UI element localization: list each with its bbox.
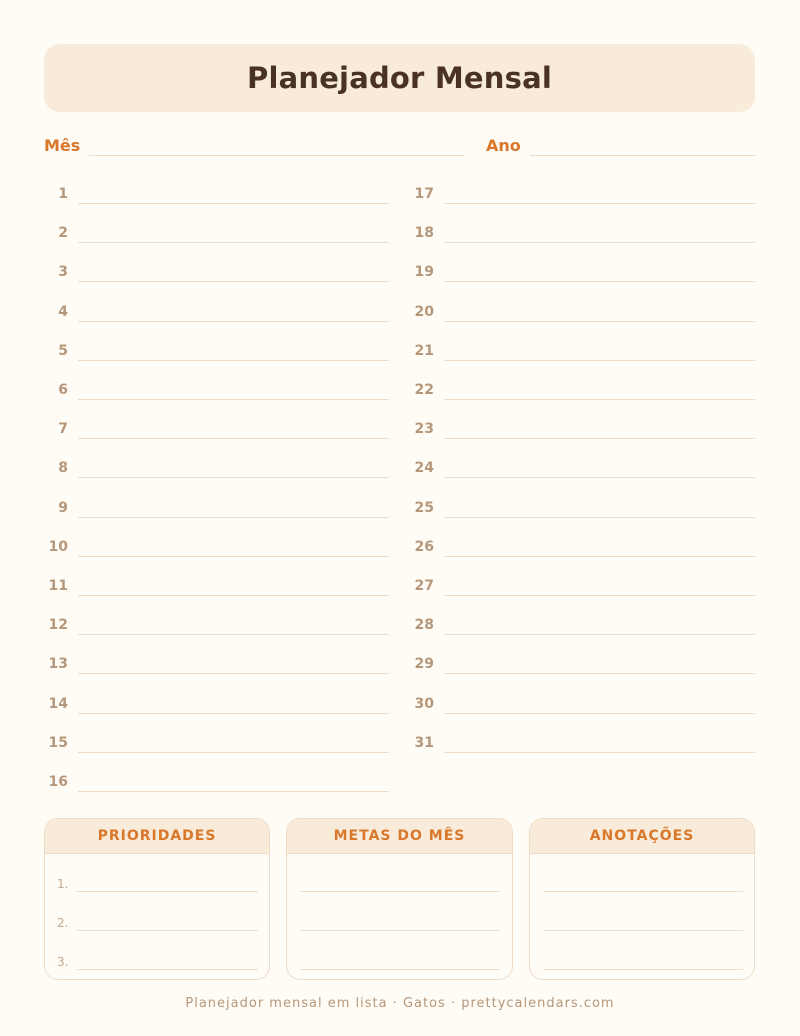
day-number: 14 <box>48 695 68 712</box>
day-row <box>410 460 755 480</box>
day-number: 8 <box>58 460 68 477</box>
day-row <box>44 735 389 755</box>
day-row <box>44 578 389 598</box>
priority-number-3: 3. <box>57 955 69 969</box>
day-row <box>410 617 755 637</box>
page-title: Planejador Mensal <box>246 61 552 95</box>
day-entry-line[interactable] <box>444 556 755 557</box>
day-number: 31 <box>414 734 434 751</box>
priority-line-2[interactable] <box>77 930 258 931</box>
title-banner <box>44 44 755 112</box>
priority-number-1: 1. <box>57 877 69 891</box>
goal-line-3[interactable] <box>300 969 500 970</box>
day-number: 22 <box>414 382 434 398</box>
priorities-title: PRIORIDADES <box>45 819 269 854</box>
day-entry-line[interactable] <box>444 673 755 674</box>
day-row <box>44 186 389 206</box>
day-number: 11 <box>48 578 68 594</box>
day-entry-line[interactable] <box>444 595 755 596</box>
day-entry-line[interactable] <box>78 360 389 361</box>
day-number: 16 <box>48 774 68 790</box>
day-entry-line[interactable] <box>78 791 389 792</box>
goal-line-2[interactable] <box>300 930 500 931</box>
day-number: 20 <box>414 303 434 320</box>
year-label: Ano <box>486 136 521 155</box>
day-row <box>410 539 755 559</box>
day-number: 30 <box>414 695 434 712</box>
day-row <box>410 382 755 402</box>
day-row <box>410 343 755 363</box>
day-row <box>44 656 389 676</box>
day-row <box>44 225 389 245</box>
day-row <box>410 578 755 598</box>
day-number: 9 <box>58 499 68 516</box>
day-row <box>410 735 755 755</box>
day-row <box>410 696 755 716</box>
note-line-2[interactable] <box>543 930 743 931</box>
goals-box <box>286 818 513 980</box>
priority-line-1[interactable] <box>77 891 258 892</box>
day-row <box>410 264 755 284</box>
day-row <box>410 500 755 520</box>
day-number: 15 <box>48 734 68 751</box>
day-entry-line[interactable] <box>78 595 389 596</box>
day-row <box>44 500 389 520</box>
day-entry-line[interactable] <box>444 203 755 204</box>
note-line-3[interactable] <box>543 969 743 970</box>
day-row <box>44 382 389 402</box>
goal-line-1[interactable] <box>300 891 500 892</box>
day-number: 29 <box>414 656 434 673</box>
day-row <box>44 539 389 559</box>
day-entry-line[interactable] <box>444 752 755 753</box>
day-number: 13 <box>48 656 68 673</box>
day-row <box>410 186 755 206</box>
notes-title: ANOTAÇÕES <box>530 819 754 854</box>
day-number: 24 <box>414 460 434 477</box>
day-row <box>44 343 389 363</box>
day-number: 5 <box>58 342 68 359</box>
day-row <box>44 421 389 441</box>
day-entry-line[interactable] <box>444 713 755 714</box>
day-entry-line[interactable] <box>78 556 389 557</box>
day-row <box>410 656 755 676</box>
day-number: 27 <box>414 578 434 594</box>
month-label: Mês <box>44 136 81 155</box>
day-row <box>44 264 389 284</box>
day-number: 4 <box>58 303 68 320</box>
day-row <box>410 225 755 245</box>
day-entry-line[interactable] <box>444 321 755 322</box>
day-number: 23 <box>414 421 434 438</box>
day-entry-line[interactable] <box>78 281 389 282</box>
day-entry-line[interactable] <box>78 634 389 635</box>
day-number: 6 <box>58 382 68 398</box>
note-line-1[interactable] <box>543 891 743 892</box>
notes-box <box>529 818 755 980</box>
day-entry-line[interactable] <box>78 203 389 204</box>
day-entry-line[interactable] <box>444 634 755 635</box>
day-number: 12 <box>48 617 68 634</box>
day-entry-line[interactable] <box>78 713 389 714</box>
day-entry-line[interactable] <box>78 242 389 243</box>
day-number: 2 <box>58 225 68 242</box>
day-entry-line[interactable] <box>444 438 755 439</box>
day-number: 18 <box>414 225 434 242</box>
day-entry-line[interactable] <box>78 399 389 400</box>
day-row <box>44 696 389 716</box>
day-row <box>44 304 389 324</box>
day-row <box>44 617 389 637</box>
day-entry-line[interactable] <box>78 517 389 518</box>
day-entry-line[interactable] <box>444 477 755 478</box>
day-number: 28 <box>414 617 434 634</box>
day-number: 19 <box>414 264 434 281</box>
year-input-line[interactable] <box>530 155 755 156</box>
day-entry-line[interactable] <box>444 399 755 400</box>
month-input-line[interactable] <box>89 155 464 156</box>
day-number: 25 <box>414 499 434 516</box>
day-entry-line[interactable] <box>444 517 755 518</box>
priority-number-2: 2. <box>57 916 69 930</box>
day-row <box>410 421 755 441</box>
day-row <box>44 774 389 794</box>
day-entry-line[interactable] <box>444 360 755 361</box>
day-entry-line[interactable] <box>78 673 389 674</box>
day-row <box>44 460 389 480</box>
goals-title: METAS DO MÊS <box>287 819 512 854</box>
day-number: 26 <box>414 538 434 555</box>
day-entry-line[interactable] <box>78 321 389 322</box>
footer-text: Planejador mensal em lista · Gatos · prettycalendars.com <box>185 996 615 1011</box>
day-entry-line[interactable] <box>78 438 389 439</box>
day-entry-line[interactable] <box>444 281 755 282</box>
day-number: 21 <box>414 342 434 359</box>
day-row <box>410 304 755 324</box>
priorities-box <box>44 818 270 980</box>
day-number: 10 <box>48 538 68 555</box>
day-number: 17 <box>414 186 434 202</box>
day-entry-line[interactable] <box>78 477 389 478</box>
day-number: 7 <box>58 421 68 438</box>
priority-line-3[interactable] <box>77 969 258 970</box>
day-number: 1 <box>58 186 68 202</box>
day-number: 3 <box>58 264 68 281</box>
day-entry-line[interactable] <box>444 242 755 243</box>
day-entry-line[interactable] <box>78 752 389 753</box>
